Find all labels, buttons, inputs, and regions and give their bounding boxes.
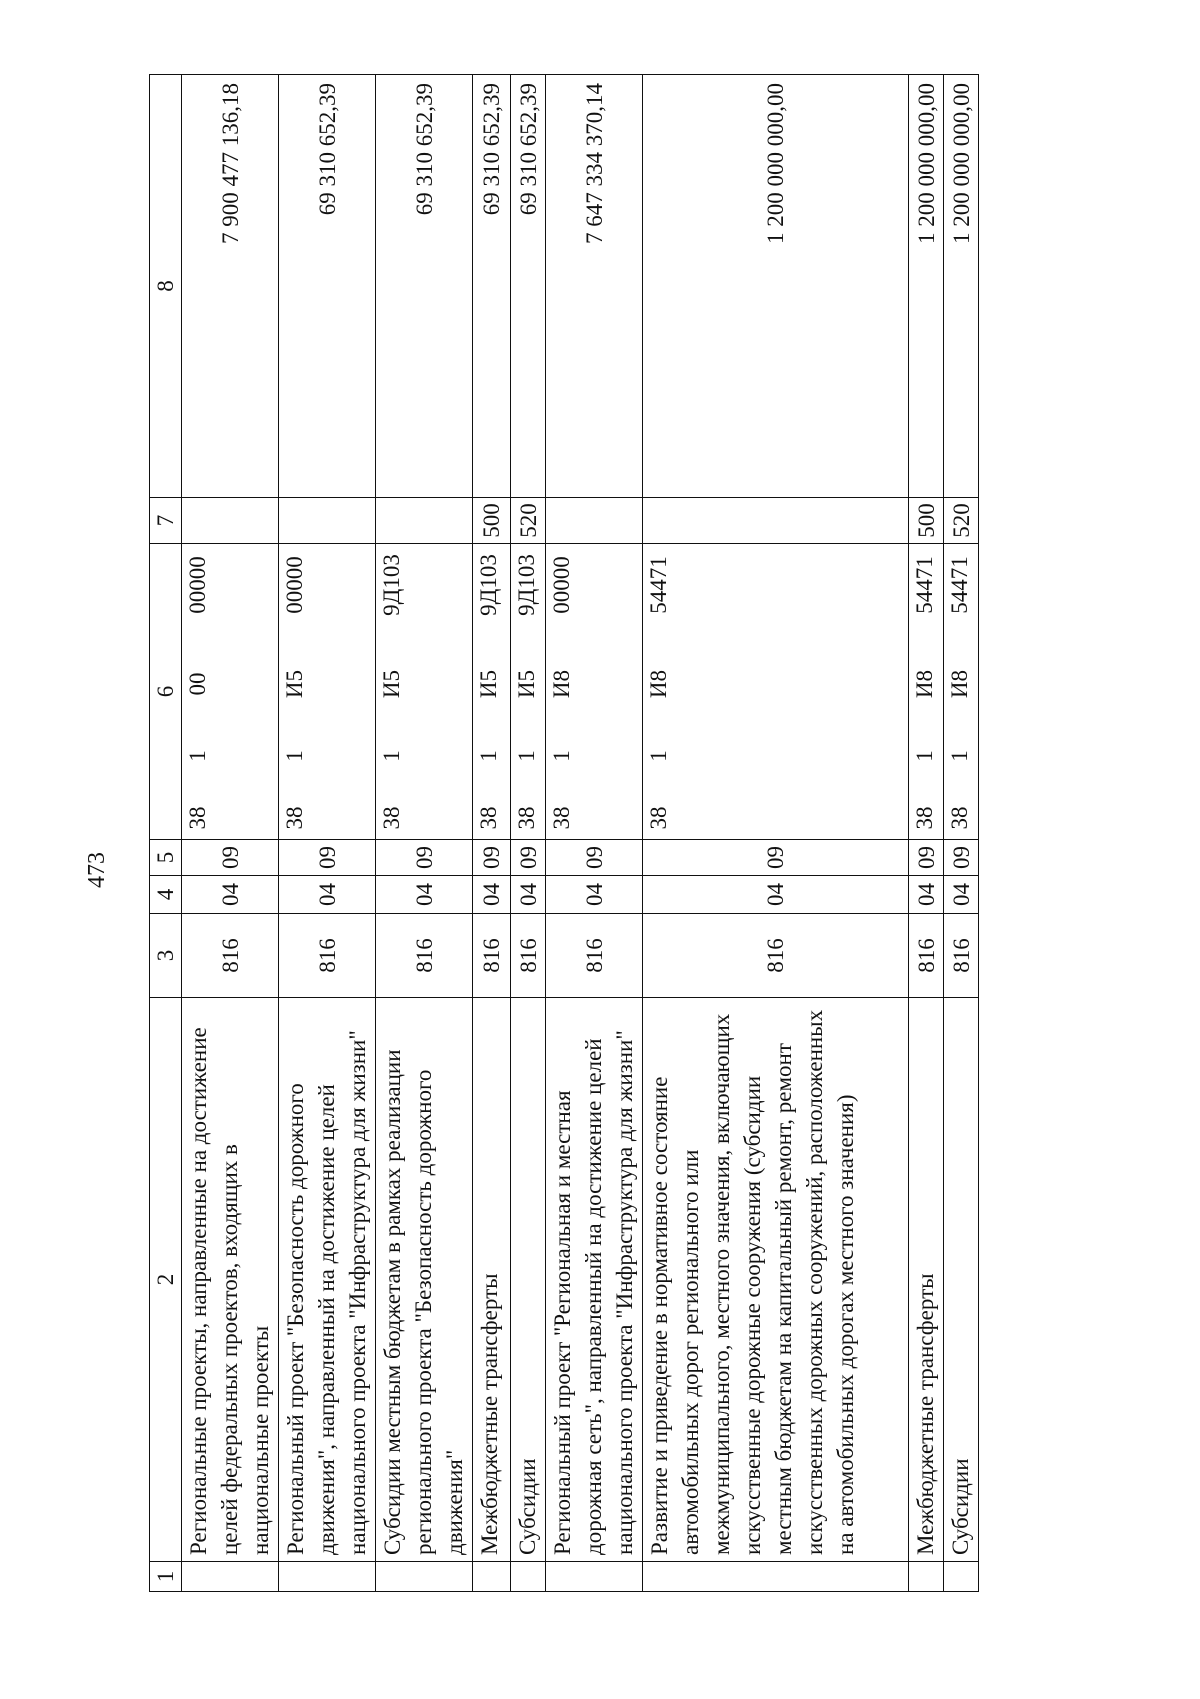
section-code: 04 bbox=[511, 876, 546, 914]
subprogram-code: 1 bbox=[379, 750, 404, 762]
expense-type-code bbox=[182, 498, 279, 544]
table-row bbox=[182, 75, 279, 1592]
amount: 69 310 652,39 bbox=[511, 75, 546, 498]
program-code: 38 bbox=[912, 806, 937, 830]
subprogram-code: 1 bbox=[912, 750, 937, 762]
direction-code: 9Д103 bbox=[514, 554, 539, 616]
project-code: И8 bbox=[646, 669, 671, 699]
header-cell: 1 bbox=[150, 1562, 182, 1592]
program-code: 38 bbox=[947, 806, 972, 830]
item-name: Межбюджетные трансферты bbox=[473, 998, 511, 1562]
amount: 7 900 477 136,18 bbox=[182, 75, 279, 498]
row-number-cell bbox=[182, 1562, 279, 1592]
budget-table-sheet bbox=[149, 75, 1067, 1592]
direction-code: 00000 bbox=[549, 556, 574, 614]
direction-code: 9Д103 bbox=[379, 554, 404, 616]
subprogram-code: 1 bbox=[185, 750, 210, 762]
amount: 69 310 652,39 bbox=[376, 75, 473, 498]
row-number-cell bbox=[944, 1562, 979, 1592]
expense-type-code: 520 bbox=[511, 498, 546, 544]
table-row bbox=[279, 75, 376, 1592]
header-cell: 2 bbox=[150, 998, 182, 1562]
table-row bbox=[376, 75, 473, 1592]
program-code: 38 bbox=[185, 806, 210, 830]
subsection-code: 09 bbox=[511, 840, 546, 876]
project-code: И5 bbox=[379, 669, 404, 699]
program-code: 38 bbox=[646, 806, 671, 830]
ministry-code: 816 bbox=[643, 914, 909, 998]
subprogram-code: 1 bbox=[282, 750, 307, 762]
project-code: И8 bbox=[912, 669, 937, 699]
amount: 69 310 652,39 bbox=[473, 75, 511, 498]
table-row bbox=[473, 75, 511, 1592]
target-article-code bbox=[473, 544, 511, 840]
subsection-code: 09 bbox=[279, 840, 376, 876]
ministry-code: 816 bbox=[546, 914, 643, 998]
item-name: Региональные проекты, направленные на достижение целей федеральных проектов, входящих в национальные проекты bbox=[182, 998, 279, 1562]
page-number: 473 bbox=[84, 852, 110, 888]
ministry-code: 816 bbox=[511, 914, 546, 998]
direction-code: 54471 bbox=[947, 556, 972, 614]
item-name: Региональный проект "Региональная и местная дорожная сеть", направленный на достижение целей национального проекта "Инфраструктура для жизни" bbox=[546, 998, 643, 1562]
row-number-cell bbox=[909, 1562, 944, 1592]
table-row bbox=[944, 75, 979, 1592]
header-cell: 8 bbox=[150, 75, 182, 498]
project-code: 00 bbox=[185, 672, 210, 696]
amount: 69 310 652,39 bbox=[279, 75, 376, 498]
table-row bbox=[511, 75, 546, 1592]
section-code: 04 bbox=[279, 876, 376, 914]
subsection-code: 09 bbox=[643, 840, 909, 876]
section-code: 04 bbox=[376, 876, 473, 914]
expense-type-code bbox=[376, 498, 473, 544]
program-code: 38 bbox=[476, 806, 501, 830]
item-name: Развитие и приведение в нормативное состояние автомобильных дорог регионального или межмуниципального, местного значения, включающих искусственные дорожные сооружения (субсидии местным бюджетам на капитальный ремонт, ремонт искусственных дорожных сооружений, расположенных на автомобильных дорогах местного значения) bbox=[643, 998, 909, 1562]
amount: 1 200 000 000,00 bbox=[909, 75, 944, 498]
target-article-code bbox=[182, 544, 279, 840]
item-name: Региональный проект "Безопасность дорожного движения", направленный на достижение целей национального проекта "Инфраструктура для жизни" bbox=[279, 998, 376, 1562]
item-name: Субсидии bbox=[944, 998, 979, 1562]
ministry-code: 816 bbox=[182, 914, 279, 998]
expense-type-code: 520 bbox=[944, 498, 979, 544]
ministry-code: 816 bbox=[473, 914, 511, 998]
subprogram-code: 1 bbox=[476, 750, 501, 762]
section-code: 04 bbox=[473, 876, 511, 914]
budget-table bbox=[149, 74, 979, 1592]
subsection-code: 09 bbox=[909, 840, 944, 876]
target-article-code bbox=[909, 544, 944, 840]
header-cell: 6 bbox=[150, 544, 182, 840]
row-number-cell bbox=[473, 1562, 511, 1592]
direction-code: 00000 bbox=[185, 556, 210, 614]
subsection-code: 09 bbox=[376, 840, 473, 876]
ministry-code: 816 bbox=[376, 914, 473, 998]
section-code: 04 bbox=[182, 876, 279, 914]
program-code: 38 bbox=[549, 806, 574, 830]
project-code: И5 bbox=[476, 669, 501, 699]
header-cell: 4 bbox=[150, 876, 182, 914]
item-name: Субсидии местным бюджетам в рамках реализации регионального проекта "Безопасность дорожного движения" bbox=[376, 998, 473, 1562]
expense-type-code: 500 bbox=[909, 498, 944, 544]
subprogram-code: 1 bbox=[947, 750, 972, 762]
subsection-code: 09 bbox=[182, 840, 279, 876]
target-article-code bbox=[546, 544, 643, 840]
target-article-code bbox=[279, 544, 376, 840]
header-cell: 7 bbox=[150, 498, 182, 544]
subsection-code: 09 bbox=[546, 840, 643, 876]
subsection-code: 09 bbox=[473, 840, 511, 876]
section-code: 04 bbox=[944, 876, 979, 914]
direction-code: 54471 bbox=[912, 556, 937, 614]
section-code: 04 bbox=[643, 876, 909, 914]
section-code: 04 bbox=[546, 876, 643, 914]
subprogram-code: 1 bbox=[514, 750, 539, 762]
program-code: 38 bbox=[514, 806, 539, 830]
ministry-code: 816 bbox=[279, 914, 376, 998]
item-name: Межбюджетные трансферты bbox=[909, 998, 944, 1562]
subsection-code: 09 bbox=[944, 840, 979, 876]
expense-type-code bbox=[546, 498, 643, 544]
row-number-cell bbox=[643, 1562, 909, 1592]
row-number-cell bbox=[546, 1562, 643, 1592]
direction-code: 54471 bbox=[646, 556, 671, 614]
target-article-code bbox=[944, 544, 979, 840]
expense-type-code: 500 bbox=[473, 498, 511, 544]
target-article-code bbox=[376, 544, 473, 840]
project-code: И8 bbox=[947, 669, 972, 699]
row-number-cell bbox=[279, 1562, 376, 1592]
header-row bbox=[150, 75, 182, 1592]
target-article-code bbox=[643, 544, 909, 840]
project-code: И8 bbox=[549, 669, 574, 699]
table-row bbox=[643, 75, 909, 1592]
amount: 1 200 000 000,00 bbox=[944, 75, 979, 498]
expense-type-code bbox=[279, 498, 376, 544]
table-row bbox=[909, 75, 944, 1592]
amount: 1 200 000 000,00 bbox=[643, 75, 909, 498]
section-code: 04 bbox=[909, 876, 944, 914]
project-code: И5 bbox=[514, 669, 539, 699]
item-name: Субсидии bbox=[511, 998, 546, 1562]
project-code: И5 bbox=[282, 669, 307, 699]
target-article-code bbox=[511, 544, 546, 840]
subprogram-code: 1 bbox=[646, 750, 671, 762]
header-cell: 3 bbox=[150, 914, 182, 998]
direction-code: 9Д103 bbox=[476, 554, 501, 616]
table-row bbox=[546, 75, 643, 1592]
expense-type-code bbox=[643, 498, 909, 544]
ministry-code: 816 bbox=[944, 914, 979, 998]
ministry-code: 816 bbox=[909, 914, 944, 998]
header-cell: 5 bbox=[150, 840, 182, 876]
subprogram-code: 1 bbox=[549, 750, 574, 762]
row-number-cell bbox=[376, 1562, 473, 1592]
program-code: 38 bbox=[379, 806, 404, 830]
amount: 7 647 334 370,14 bbox=[546, 75, 643, 498]
program-code: 38 bbox=[282, 806, 307, 830]
direction-code: 00000 bbox=[282, 556, 307, 614]
row-number-cell bbox=[511, 1562, 546, 1592]
